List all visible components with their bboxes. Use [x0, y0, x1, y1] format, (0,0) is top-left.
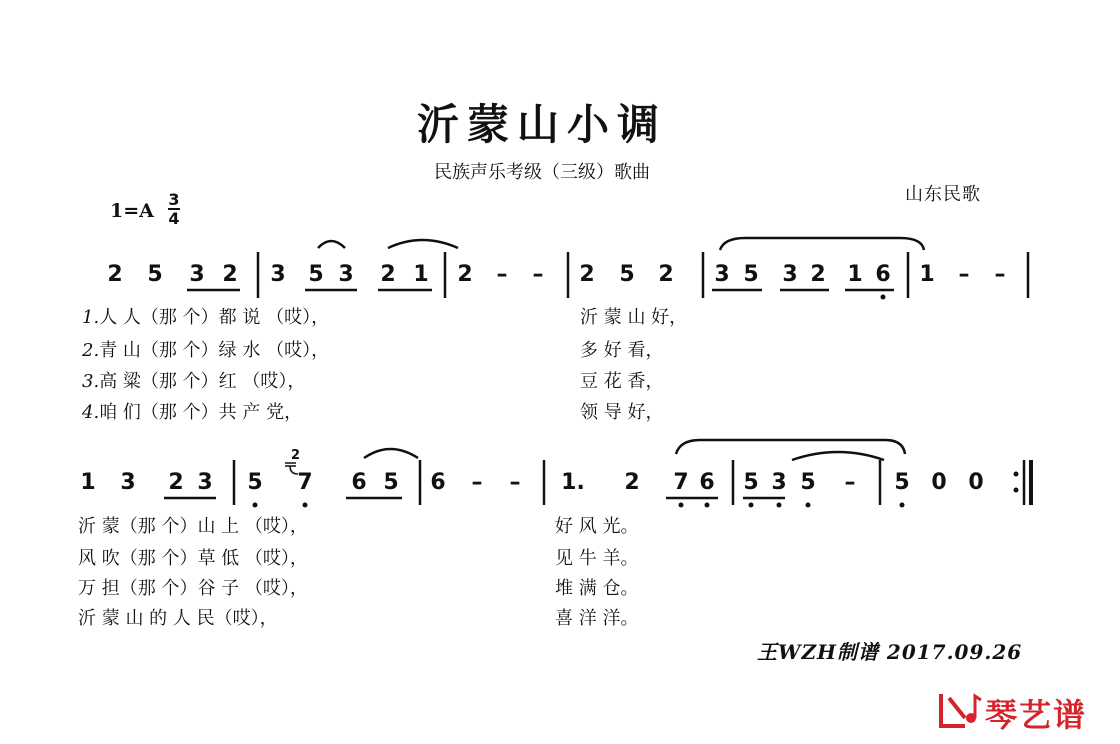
lyric-line-7-tail: 堆 满 仓。: [555, 578, 639, 599]
lyric-line-8-tail: 喜 洋 洋。: [555, 608, 639, 629]
slur: [792, 452, 884, 460]
dash: –: [958, 262, 970, 287]
note: 2: [579, 262, 595, 287]
note: 7: [673, 470, 689, 495]
note: 2: [624, 470, 640, 495]
lyric-line-3: 3.高 粱（那 个）红 （哎），: [82, 371, 306, 392]
octave-dot: [253, 503, 258, 508]
note: 5: [247, 470, 263, 495]
note: 5: [894, 470, 910, 495]
note: 1: [919, 262, 935, 287]
dash: –: [471, 470, 483, 495]
dash: –: [496, 262, 508, 287]
note: 2: [107, 262, 123, 287]
key-signature: 1=A: [110, 200, 154, 222]
note: 5: [383, 470, 399, 495]
lyric-line-7: 万 担（那 个）谷 子 （哎），: [78, 578, 308, 599]
time-signature-top: 3: [168, 190, 180, 209]
note: 5: [743, 470, 759, 495]
note: 6: [351, 470, 367, 495]
note: 2: [457, 262, 473, 287]
lyric-line-6: 风 吹（那 个）草 低 （哎），: [78, 548, 308, 569]
octave-dot: [303, 503, 308, 508]
note: 2: [222, 262, 238, 287]
note: 1: [80, 470, 96, 495]
music-note-logo-icon: [935, 688, 985, 732]
slur: [364, 449, 418, 458]
dash: –: [532, 262, 544, 287]
lyric-line-4: 4.咱 们（那 个）共 产 党，: [82, 402, 303, 423]
slur: [388, 240, 458, 248]
note: 3: [714, 262, 730, 287]
note: 3: [270, 262, 286, 287]
note: 5: [619, 262, 635, 287]
note: 5: [147, 262, 163, 287]
page-title: 沂蒙山小调: [416, 100, 667, 149]
lyric-line-3-tail: 豆 花 香，: [580, 371, 664, 392]
note: 2: [658, 262, 674, 287]
note: 3: [197, 470, 213, 495]
octave-dot: [806, 503, 811, 508]
slur: [318, 241, 345, 248]
repeat-dot: [1014, 488, 1019, 493]
note: 6: [430, 470, 446, 495]
octave-dot: [900, 503, 905, 508]
song-origin: 山东民歌: [905, 184, 981, 205]
dash: –: [994, 262, 1006, 287]
lyric-line-5-tail: 好 风 光。: [555, 516, 639, 537]
note: 1: [413, 262, 429, 287]
note: 2: [168, 470, 184, 495]
note: 0: [968, 470, 984, 495]
lyric-line-5: 沂 蒙（那 个）山 上 （哎），: [78, 516, 308, 537]
note: 3: [771, 470, 787, 495]
site-logo-text: 琴艺谱: [985, 696, 1088, 734]
note: 6: [699, 470, 715, 495]
note: 3: [189, 262, 205, 287]
lyric-line-8: 沂 蒙 山 的 人 民（哎），: [78, 608, 278, 629]
note: 5: [743, 262, 759, 287]
grace-note: 2: [291, 448, 301, 463]
dash: –: [844, 470, 856, 495]
subtitle: 民族声乐考级（三级）歌曲: [434, 162, 650, 183]
slur: [720, 238, 924, 250]
note: 5: [308, 262, 324, 287]
note: 2: [810, 262, 826, 287]
note: 6: [875, 262, 891, 287]
octave-dot: [749, 503, 754, 508]
octave-dot: [705, 503, 710, 508]
octave-dot: [777, 503, 782, 508]
note: 3: [782, 262, 798, 287]
dash: –: [509, 470, 521, 495]
repeat-dot: [1014, 472, 1019, 477]
lyric-line-2-tail: 多 好 看，: [580, 340, 664, 361]
note: 5: [800, 470, 816, 495]
lyric-line-1-tail: 沂 蒙 山 好，: [580, 307, 688, 328]
note: 0: [931, 470, 947, 495]
note: 7: [297, 470, 313, 495]
note: 3: [338, 262, 354, 287]
octave-dot: [881, 295, 886, 300]
lyric-line-1: 1.人 人（那 个）都 说 （哎），: [82, 307, 330, 328]
note: 3: [120, 470, 136, 495]
octave-dot: [679, 503, 684, 508]
note: 1: [847, 262, 863, 287]
lyric-line-2: 2.青 山（那 个）绿 水 （哎），: [82, 340, 330, 361]
note: 1.: [561, 470, 585, 495]
transcriber-signature: 王WZH制谱 2017.09.26: [757, 640, 1023, 664]
note: 2: [380, 262, 396, 287]
slur: [676, 440, 905, 454]
lyric-line-4-tail: 领 导 好，: [580, 402, 664, 423]
time-signature-bottom: 4: [168, 209, 180, 228]
lyric-line-6-tail: 见 牛 羊。: [555, 548, 639, 569]
